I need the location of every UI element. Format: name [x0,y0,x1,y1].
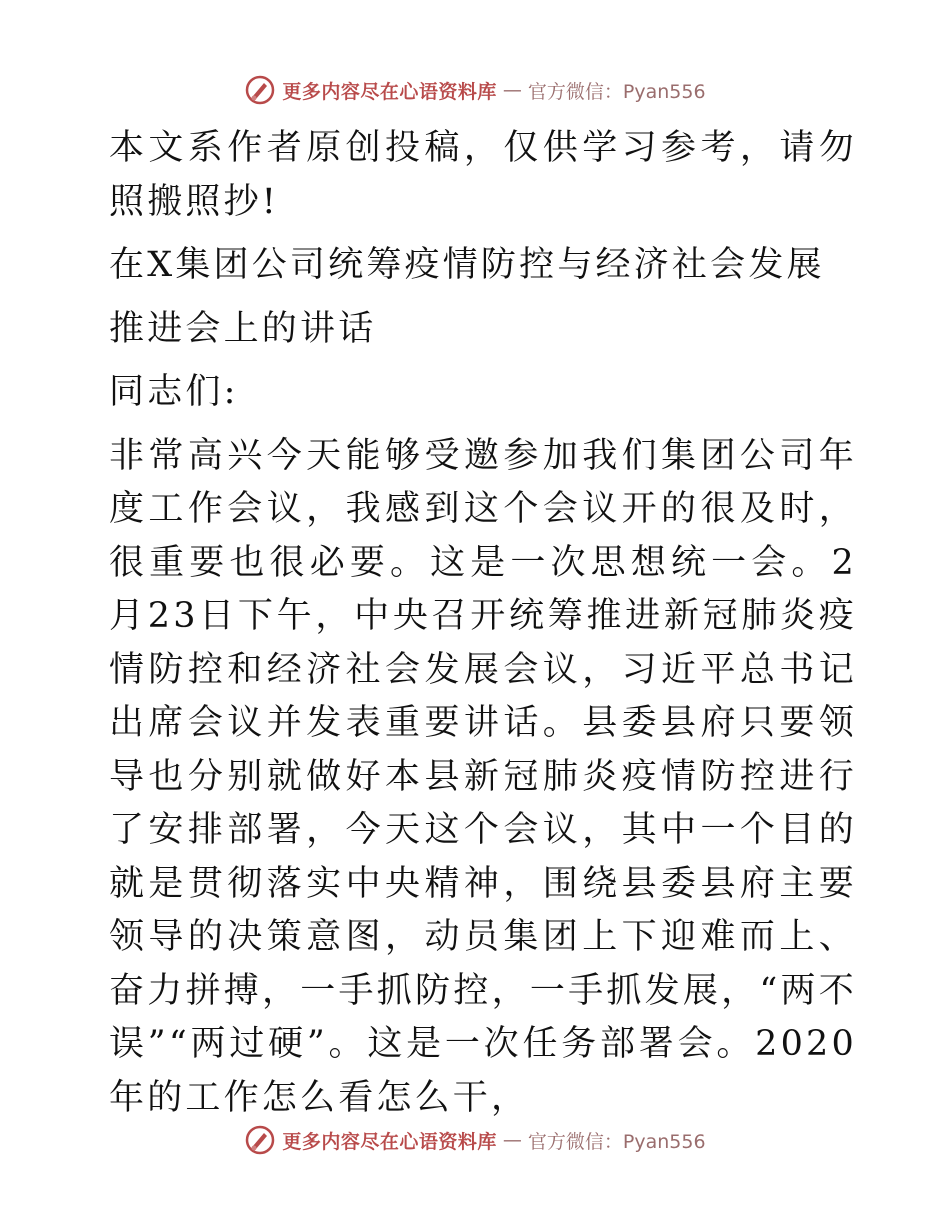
body-paragraph: 非常高兴今天能够受邀参加我们集团公司年度工作会议，我感到这个会议开的很及时，很重要也很必要。这是一次思想统一会。2月23日下午，中央召开统筹推进新冠肺炎疫情防控和经济社会发展会议，习近平总书记出席会议并发表重要讲话。县委县府只要领导也分别就做好本县新冠肺炎疫情防控进行了安排部署，今天这个会议，其中一个目的就是贯彻落实中央精神，围绕县委县府主要领导的决策意图，动员集团上下迎难而上、奋力拼搏，一手抓防控，一手抓发展，“两不误”“两过硬”。这是一次任务部署会。2020年的工作怎么看怎么干， [109,435,857,1118]
watermark-wechat: 官方微信：Pyan556 [527,1130,706,1153]
header-watermark [0,70,950,110]
footer-watermark [0,1120,950,1160]
watermark-dash: — [502,1129,522,1151]
watermark-brand: 更多内容尽在心语资料库 [282,1130,497,1153]
speech-title-line1: 在X集团公司统筹疫情防控与经济社会发展 [109,245,825,285]
copyright-notice: 本文系作者原创投稿，仅供学习参考，请勿照搬照抄! [109,128,857,222]
document-body [97,122,857,1125]
watermark-wechat: 官方微信：Pyan556 [527,80,706,103]
watermark-dash: — [502,79,522,101]
salutation: 同志们: [109,372,239,412]
pen-logo-icon [244,74,276,106]
pen-logo-icon [244,1124,276,1156]
watermark-brand: 更多内容尽在心语资料库 [282,80,497,103]
speech-title-line2: 推进会上的讲话 [109,308,377,349]
